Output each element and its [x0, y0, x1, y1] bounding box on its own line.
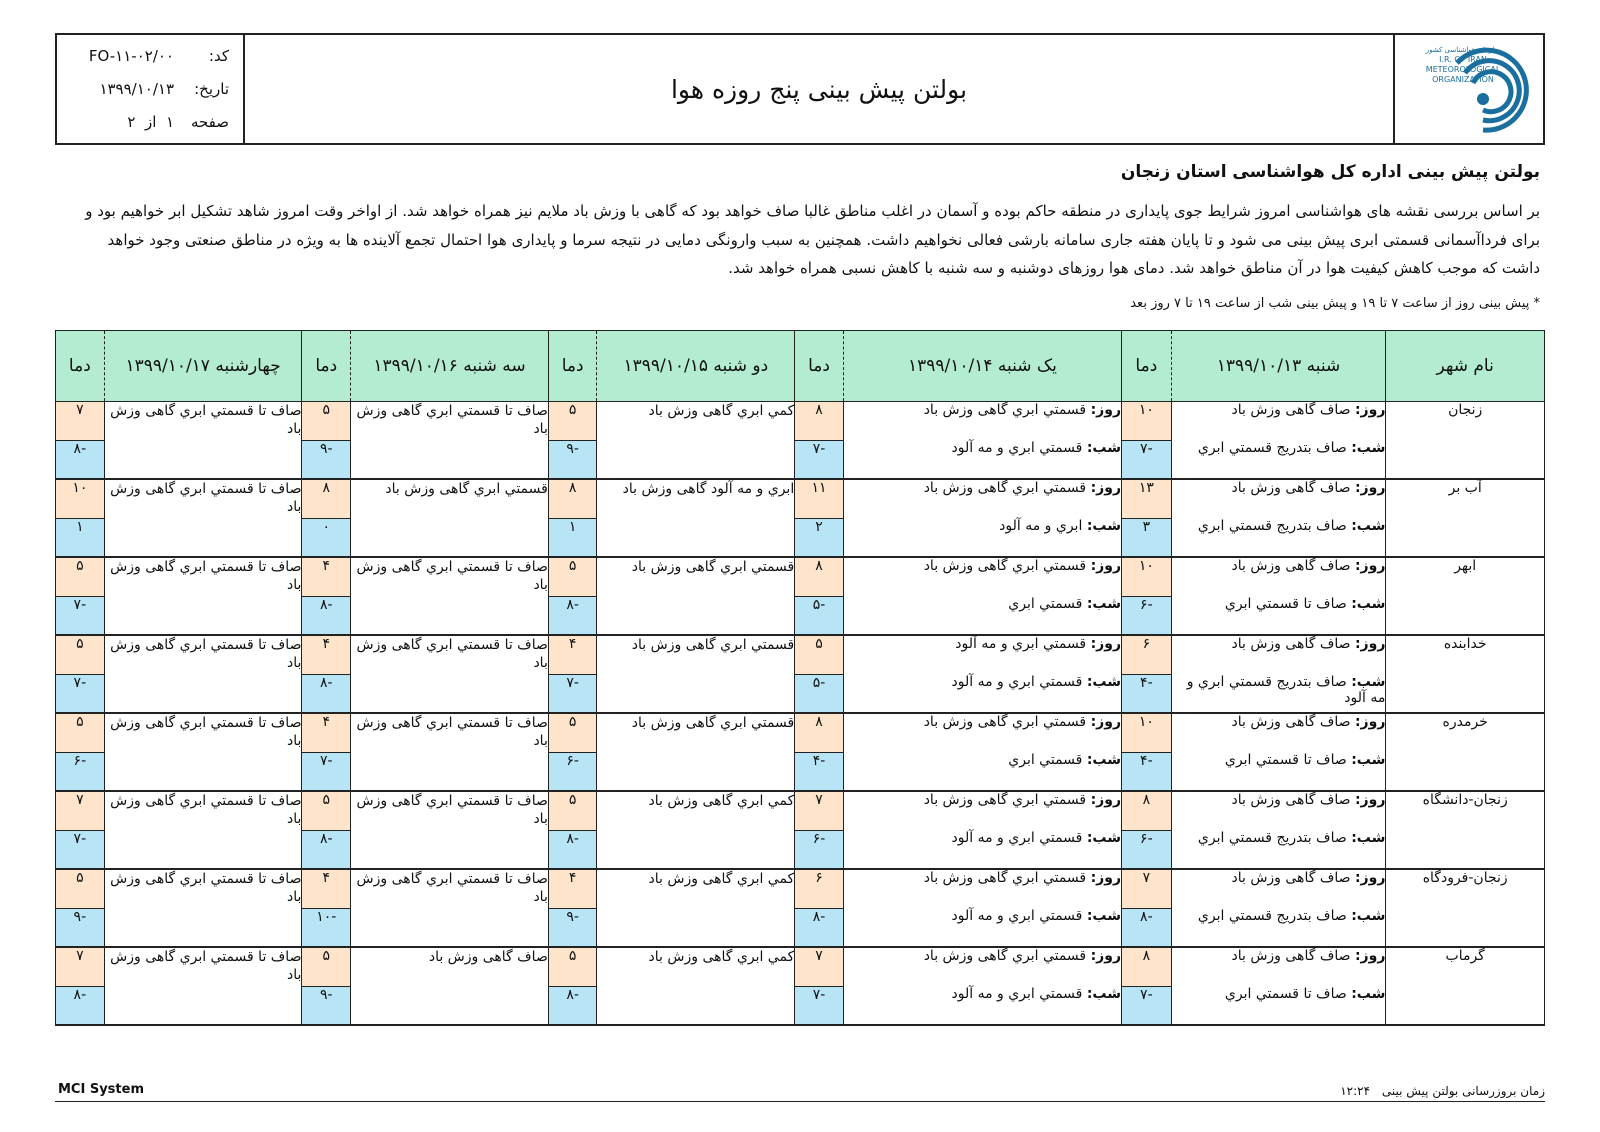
logo-text-2: I.R. OF IRAN	[1439, 55, 1487, 64]
day5-forecast: صاف تا قسمتي ابري گاهی وزش باد	[104, 947, 302, 1025]
condition-text: ابري و مه آلود	[999, 518, 1083, 534]
condition-text: صاف بتدريج قسمتي ابري	[1197, 440, 1347, 456]
day3-max-temp: ۵	[548, 947, 597, 986]
temp-header-2: دما	[795, 331, 844, 402]
city-name: آب بر	[1386, 479, 1545, 557]
day4-max-temp: ۸	[302, 479, 351, 518]
period-label: روز:	[1090, 402, 1121, 418]
condition-text: صاف تا قسمتي ابري	[1224, 596, 1347, 612]
city-name: زنجان-دانشگاه	[1386, 791, 1545, 869]
page-row	[71, 113, 229, 131]
period-label: روز:	[1354, 948, 1386, 964]
logo-text-4: ORGANIZATION	[1432, 75, 1494, 84]
day2-day-forecast	[843, 557, 1121, 596]
day5-max-temp: ۵	[56, 869, 105, 908]
day3-max-temp: ۵	[548, 402, 597, 441]
day2-night-forecast	[843, 518, 1121, 557]
day2-min-temp: -۷	[795, 986, 844, 1025]
day5-forecast: صاف تا قسمتي ابري گاهی وزش باد	[104, 713, 302, 791]
period-label: روز:	[1354, 792, 1386, 808]
period-label: شب:	[1086, 674, 1121, 690]
day4-min-temp: -۹	[302, 440, 351, 479]
city-name: گرماب	[1386, 947, 1545, 1025]
day4-max-temp: ۴	[302, 713, 351, 752]
day4-max-temp: ۴	[302, 869, 351, 908]
table-row	[56, 635, 1545, 674]
footer-divider	[55, 1101, 1545, 1102]
day1-max-temp: ۶	[1122, 635, 1172, 674]
day2-max-temp: ۸	[795, 402, 844, 441]
period-label: روز:	[1354, 870, 1386, 886]
day5-max-temp: ۷	[56, 402, 105, 441]
condition-text: صاف بتدريج قسمتي ابري	[1197, 518, 1347, 534]
day-header-1: شنبه ۱۳۹۹/۱۰/۱۳	[1171, 331, 1386, 402]
day2-day-forecast	[843, 479, 1121, 518]
day5-max-temp: ۵	[56, 713, 105, 752]
day5-max-temp: ۷	[56, 791, 105, 830]
day1-day-forecast	[1171, 479, 1386, 518]
city-name: زنجان	[1386, 402, 1545, 480]
forecast-note: * پیش بینی روز از ساعت ۷ تا ۱۹ و پیش بینی شب از ساعت ۱۹ تا ۷ روز بعد	[1130, 296, 1540, 311]
table-row	[56, 947, 1545, 986]
day3-max-temp: ۴	[548, 635, 597, 674]
day2-day-forecast	[843, 635, 1121, 674]
condition-text: صاف بتدريج قسمتي ابري	[1197, 908, 1347, 924]
day2-min-temp: -۸	[795, 908, 844, 947]
city-name: زنجان-فرودگاه	[1386, 869, 1545, 947]
day1-night-forecast	[1171, 674, 1386, 713]
condition-text: صاف گاهی وزش باد	[1231, 948, 1351, 964]
day3-min-temp: ۱	[548, 518, 597, 557]
period-label: شب:	[1351, 596, 1386, 612]
condition-text: قسمتي ابري و مه آلود	[951, 986, 1083, 1002]
condition-text: صاف تا قسمتي ابري	[1224, 752, 1347, 768]
day4-forecast: صاف تا قسمتي ابري گاهی وزش باد	[351, 557, 549, 635]
day3-max-temp: ۸	[548, 479, 597, 518]
temp-header-5: دما	[56, 331, 105, 402]
condition-text: صاف گاهی وزش باد	[1231, 636, 1351, 652]
condition-text: قسمتي ابري	[1008, 752, 1083, 768]
day1-max-temp: ۱۳	[1122, 479, 1172, 518]
day-header-5: چهارشنبه ۱۳۹۹/۱۰/۱۷	[104, 331, 302, 402]
day5-max-temp: ۵	[56, 557, 105, 596]
day2-max-temp: ۱۱	[795, 479, 844, 518]
day3-forecast: ابري و مه آلود گاهی وزش باد	[597, 479, 795, 557]
day1-min-temp: -۴	[1122, 752, 1172, 791]
period-label: شب:	[1351, 908, 1386, 924]
day2-day-forecast	[843, 791, 1121, 830]
temp-header-4: دما	[302, 331, 351, 402]
day2-min-temp: -۵	[795, 596, 844, 635]
city-name: ابهر	[1386, 557, 1545, 635]
day1-max-temp: ۱۰	[1122, 713, 1172, 752]
day3-min-temp: -۶	[548, 752, 597, 791]
day1-night-forecast	[1171, 596, 1386, 635]
day1-day-forecast	[1171, 869, 1386, 908]
day3-forecast: كمي ابري گاهی وزش باد	[597, 947, 795, 1025]
day1-min-temp: -۷	[1122, 440, 1172, 479]
period-label: شب:	[1351, 830, 1386, 846]
footer-update	[1340, 1084, 1545, 1098]
condition-text: قسمتي ابري و مه آلود	[951, 674, 1083, 690]
day2-min-temp: ۲	[795, 518, 844, 557]
condition-text: صاف بتدريج قسمتي ابري و مه آلود	[1186, 674, 1386, 706]
day-header-2: یک شنبه ۱۳۹۹/۱۰/۱۴	[843, 331, 1121, 402]
day1-night-forecast	[1171, 752, 1386, 791]
day5-min-temp: -۶	[56, 752, 105, 791]
period-label: روز:	[1090, 792, 1121, 808]
day2-night-forecast	[843, 596, 1121, 635]
day5-max-temp: ۷	[56, 947, 105, 986]
day4-max-temp: ۴	[302, 557, 351, 596]
day3-min-temp: -۷	[548, 674, 597, 713]
day2-max-temp: ۵	[795, 635, 844, 674]
period-label: شب:	[1351, 440, 1386, 456]
table-row	[56, 869, 1545, 908]
date-label: تاریخ:	[194, 80, 229, 98]
day2-min-temp: -۶	[795, 830, 844, 869]
table-row	[56, 713, 1545, 752]
day4-forecast: صاف تا قسمتي ابري گاهی وزش باد	[351, 635, 549, 713]
day4-forecast: صاف تا قسمتي ابري گاهی وزش باد	[351, 402, 549, 480]
code-label: کد:	[208, 47, 229, 65]
logo-text-3: METEOROLOGICAL	[1425, 65, 1501, 74]
day1-min-temp: -۸	[1122, 908, 1172, 947]
day3-forecast: كمي ابري گاهی وزش باد	[597, 402, 795, 480]
day4-max-temp: ۵	[302, 791, 351, 830]
day2-min-temp: -۴	[795, 752, 844, 791]
day5-forecast: صاف تا قسمتي ابري گاهی وزش باد	[104, 557, 302, 635]
day3-max-temp: ۵	[548, 791, 597, 830]
table-row	[56, 557, 1545, 596]
day5-min-temp: -۹	[56, 908, 105, 947]
period-label: روز:	[1090, 714, 1121, 730]
day4-forecast: صاف گاهی وزش باد	[351, 947, 549, 1025]
day1-day-forecast	[1171, 713, 1386, 752]
condition-text: صاف گاهی وزش باد	[1231, 402, 1351, 418]
day1-night-forecast	[1171, 986, 1386, 1025]
period-label: شب:	[1351, 752, 1386, 768]
condition-text: قسمتي ابري گاهی وزش باد	[923, 792, 1087, 808]
day3-forecast: كمي ابري گاهی وزش باد	[597, 791, 795, 869]
day5-max-temp: ۱۰	[56, 479, 105, 518]
day1-night-forecast	[1171, 440, 1386, 479]
day3-min-temp: -۸	[548, 596, 597, 635]
period-label: شب:	[1086, 908, 1121, 924]
day3-forecast: قسمتي ابري گاهی وزش باد	[597, 713, 795, 791]
condition-text: قسمتي ابري گاهی وزش باد	[923, 480, 1087, 496]
day5-forecast: صاف تا قسمتي ابري گاهی وزش باد	[104, 635, 302, 713]
footer-system: MCI System	[58, 1082, 144, 1097]
day3-forecast: قسمتي ابري گاهی وزش باد	[597, 635, 795, 713]
day5-min-temp: -۷	[56, 596, 105, 635]
period-label: شب:	[1086, 440, 1121, 456]
period-label: شب:	[1086, 752, 1121, 768]
condition-text: قسمتي ابري و مه آلود	[951, 908, 1083, 924]
day2-max-temp: ۷	[795, 947, 844, 986]
forecast-table	[55, 330, 1545, 1026]
day1-max-temp: ۸	[1122, 791, 1172, 830]
bulletin-header	[55, 33, 1545, 145]
day4-min-temp: -۷	[302, 752, 351, 791]
period-label: شب:	[1086, 986, 1121, 1002]
day2-night-forecast	[843, 908, 1121, 947]
condition-text: صاف گاهی وزش باد	[1231, 558, 1351, 574]
day1-night-forecast	[1171, 518, 1386, 557]
day4-min-temp: -۱۰	[302, 908, 351, 947]
condition-text: قسمتي ابري گاهی وزش باد	[923, 714, 1087, 730]
day5-min-temp: -۸	[56, 986, 105, 1025]
table-row	[56, 791, 1545, 830]
day1-max-temp: ۸	[1122, 947, 1172, 986]
day5-forecast: صاف تا قسمتي ابري گاهی وزش باد	[104, 402, 302, 480]
day1-max-temp: ۱۰	[1122, 557, 1172, 596]
day2-night-forecast	[843, 674, 1121, 713]
update-time: ۱۲:۲۴	[1340, 1084, 1371, 1098]
day1-night-forecast	[1171, 830, 1386, 869]
day2-max-temp: ۸	[795, 713, 844, 752]
table-body	[56, 402, 1545, 1026]
meteorological-organization-logo	[1393, 35, 1543, 143]
day1-min-temp: -۴	[1122, 674, 1172, 713]
day2-night-forecast	[843, 752, 1121, 791]
period-label: روز:	[1354, 714, 1386, 730]
day3-min-temp: -۸	[548, 830, 597, 869]
day4-forecast: صاف تا قسمتي ابري گاهی وزش باد	[351, 869, 549, 947]
day4-min-temp: -۸	[302, 674, 351, 713]
day2-day-forecast	[843, 402, 1121, 441]
day2-night-forecast	[843, 986, 1121, 1025]
day3-min-temp: -۹	[548, 908, 597, 947]
day1-day-forecast	[1171, 635, 1386, 674]
day4-max-temp: ۵	[302, 947, 351, 986]
day-header-4: سه شنبه ۱۳۹۹/۱۰/۱۶	[351, 331, 549, 402]
period-label: روز:	[1354, 480, 1386, 496]
table-row	[56, 479, 1545, 518]
period-label: شب:	[1086, 596, 1121, 612]
logo-icon	[1395, 35, 1541, 143]
logo-text-1: سازمان هواشناسی کشور	[1425, 46, 1501, 54]
condition-text: قسمتي ابري و مه آلود	[955, 636, 1087, 652]
page-label: صفحه	[190, 113, 229, 131]
day1-day-forecast	[1171, 402, 1386, 441]
day2-night-forecast	[843, 830, 1121, 869]
day1-min-temp: -۶	[1122, 830, 1172, 869]
day2-min-temp: -۵	[795, 674, 844, 713]
day5-min-temp: ۱	[56, 518, 105, 557]
day2-min-temp: -۷	[795, 440, 844, 479]
period-label: روز:	[1090, 636, 1121, 652]
day5-forecast: صاف تا قسمتي ابري گاهی وزش باد	[104, 791, 302, 869]
condition-text: صاف تا قسمتي ابري	[1224, 986, 1347, 1002]
day1-day-forecast	[1171, 947, 1386, 986]
day1-max-temp: ۱۰	[1122, 402, 1172, 441]
day3-min-temp: -۹	[548, 440, 597, 479]
condition-text: قسمتي ابري گاهی وزش باد	[923, 870, 1087, 886]
day2-day-forecast	[843, 869, 1121, 908]
temp-header-1: دما	[1122, 331, 1172, 402]
forecast-summary: بر اساس بررسی نقشه های هواشناسی امروز شرایط جوی پایداری در منطقه حاکم بوده و آسمان در اغلب مناطق غالبا صاف خواهد بود که گاهی با وزش باد ملایم نیز همراه خواهد شد. از اواخر وقت امروز شاهد تشکیل ابر خواهیم بود و برای فرداآسمانی قسمتی ابری پیش بینی می شود و تا پایان هفته جاری سامانه بارشی فعالی نخواهیم داشت. همچنین به سبب وارونگی دمایی در نتیجه سرما و پایداری هوا احتمال تجمع آلاینده ها به ویژه در مناطق صنعتی وجود خواهد داشت که موجب کاهش کیفیت هوا در آن مناطق خواهد شد. دمای هوا روزهای دوشنبه و سه شنبه با کاهش نسبی همراه خواهد شد.	[85, 202, 1540, 277]
period-label: شب:	[1351, 518, 1386, 534]
condition-text: قسمتي ابري و مه آلود	[951, 440, 1083, 456]
day-header-3: دو شنبه ۱۳۹۹/۱۰/۱۵	[597, 331, 795, 402]
day3-max-temp: ۴	[548, 869, 597, 908]
city-header: نام شهر	[1386, 331, 1545, 402]
day3-min-temp: -۸	[548, 986, 597, 1025]
period-label: روز:	[1090, 558, 1121, 574]
day4-forecast: صاف تا قسمتي ابري گاهی وزش باد	[351, 713, 549, 791]
condition-text: قسمتي ابري گاهی وزش باد	[923, 402, 1087, 418]
period-label: روز:	[1090, 870, 1121, 886]
day5-forecast: صاف تا قسمتي ابري گاهی وزش باد	[104, 479, 302, 557]
day1-night-forecast	[1171, 908, 1386, 947]
period-label: روز:	[1090, 948, 1121, 964]
code-value: FO-۱۱-۰۲/۰۰	[88, 47, 174, 65]
bulletin-subtitle: بولتن پیش بینی اداره کل هواشناسی استان زنجان	[1120, 162, 1540, 182]
day3-max-temp: ۵	[548, 713, 597, 752]
day1-min-temp: ۳	[1122, 518, 1172, 557]
day2-max-temp: ۷	[795, 791, 844, 830]
day3-max-temp: ۵	[548, 557, 597, 596]
condition-text: صاف گاهی وزش باد	[1231, 870, 1351, 886]
day5-forecast: صاف تا قسمتي ابري گاهی وزش باد	[104, 869, 302, 947]
day3-forecast: كمي ابري گاهی وزش باد	[597, 869, 795, 947]
day1-day-forecast	[1171, 791, 1386, 830]
period-label: روز:	[1354, 636, 1386, 652]
condition-text: قسمتي ابري گاهی وزش باد	[923, 558, 1087, 574]
temp-header-3: دما	[548, 331, 597, 402]
day5-min-temp: -۷	[56, 830, 105, 869]
period-label: شب:	[1351, 986, 1386, 1002]
day4-min-temp: -۹	[302, 986, 351, 1025]
day5-min-temp: -۷	[56, 674, 105, 713]
date-value: ۱۳۹۹/۱۰/۱۳	[99, 80, 174, 98]
page-value: ۱ از ۲	[127, 113, 174, 131]
day2-night-forecast	[843, 440, 1121, 479]
day2-day-forecast	[843, 947, 1121, 986]
period-label: شب:	[1086, 518, 1121, 534]
condition-text: قسمتي ابري و مه آلود	[951, 830, 1083, 846]
city-name: خرمدره	[1386, 713, 1545, 791]
period-label: روز:	[1354, 558, 1386, 574]
condition-text: صاف بتدريج قسمتي ابري	[1197, 830, 1347, 846]
period-label: روز:	[1090, 480, 1121, 496]
day1-day-forecast	[1171, 557, 1386, 596]
day1-min-temp: -۷	[1122, 986, 1172, 1025]
city-name: خدابنده	[1386, 635, 1545, 713]
day4-min-temp: -۸	[302, 830, 351, 869]
table-header-row	[56, 331, 1545, 402]
day4-forecast: قسمتي ابري گاهی وزش باد	[351, 479, 549, 557]
code-row	[71, 47, 229, 65]
date-row	[71, 80, 229, 98]
condition-text: قسمتي ابري	[1008, 596, 1083, 612]
day3-forecast: قسمتي ابري گاهی وزش باد	[597, 557, 795, 635]
day2-max-temp: ۸	[795, 557, 844, 596]
period-label: شب:	[1351, 674, 1386, 690]
day1-max-temp: ۷	[1122, 869, 1172, 908]
day4-forecast: صاف تا قسمتي ابري گاهی وزش باد	[351, 791, 549, 869]
day4-max-temp: ۵	[302, 402, 351, 441]
day4-min-temp: -۸	[302, 596, 351, 635]
day5-max-temp: ۵	[56, 635, 105, 674]
condition-text: صاف گاهی وزش باد	[1231, 480, 1351, 496]
period-label: روز:	[1354, 402, 1386, 418]
day5-min-temp: -۸	[56, 440, 105, 479]
document-meta	[57, 35, 245, 143]
condition-text: صاف گاهی وزش باد	[1231, 714, 1351, 730]
day1-min-temp: -۶	[1122, 596, 1172, 635]
condition-text: صاف گاهی وزش باد	[1231, 792, 1351, 808]
update-label: زمان بروزرسانی بولتن پیش بینی	[1381, 1084, 1545, 1098]
condition-text: قسمتي ابري گاهی وزش باد	[923, 948, 1087, 964]
bulletin-title: بولتن پیش بینی پنج روزه هوا	[670, 74, 968, 104]
day4-min-temp: ۰	[302, 518, 351, 557]
period-label: شب:	[1086, 830, 1121, 846]
table-row	[56, 402, 1545, 441]
day4-max-temp: ۴	[302, 635, 351, 674]
day2-max-temp: ۶	[795, 869, 844, 908]
day2-day-forecast	[843, 713, 1121, 752]
